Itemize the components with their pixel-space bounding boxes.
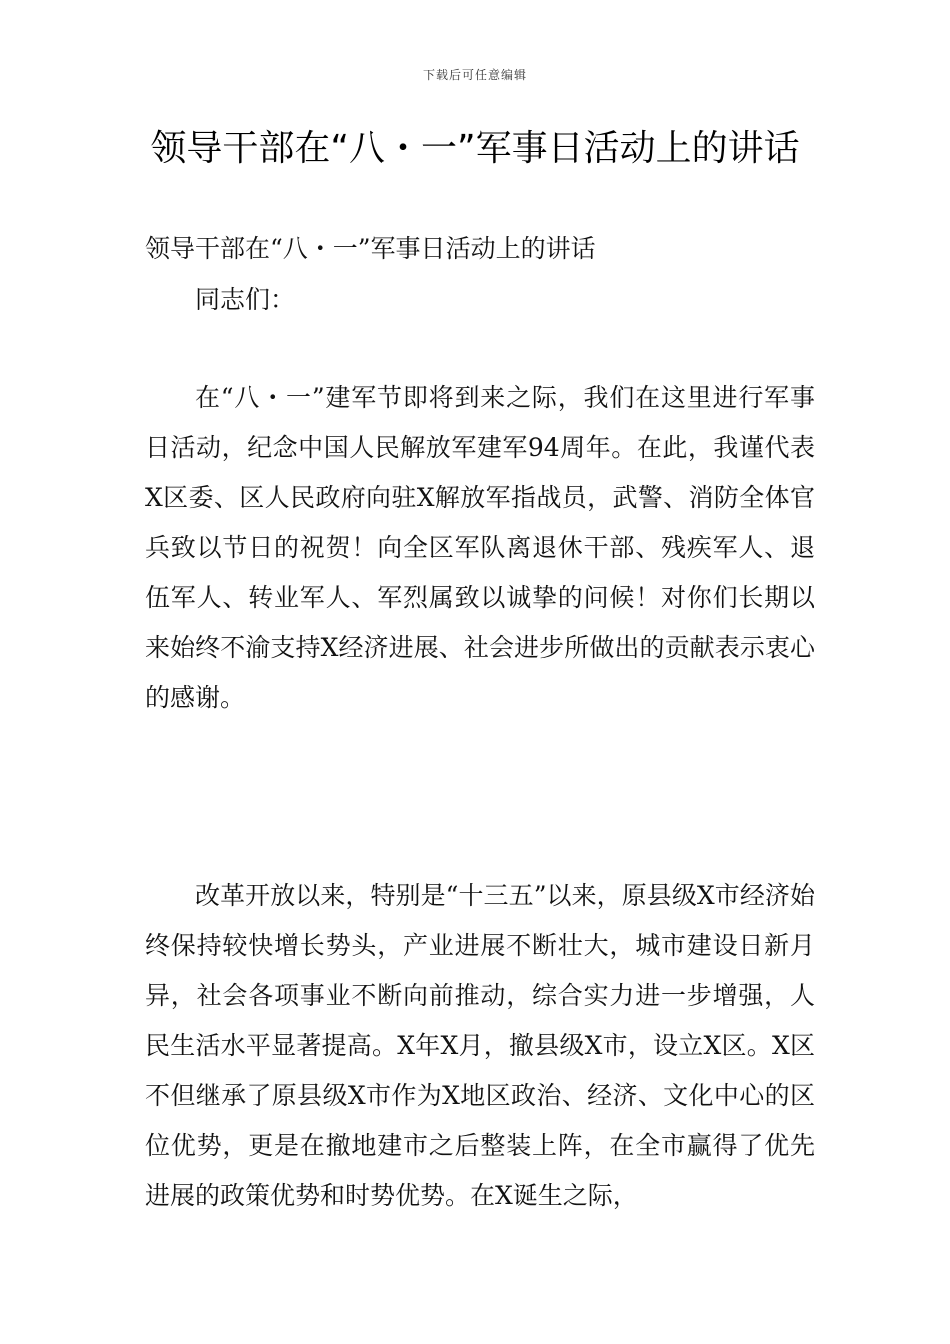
salutation: 同志们： [195,285,296,314]
document-subtitle: 领导干部在“八・一”军事日活动上的讲话 [145,234,596,263]
document-title: 领导干部在“八・一”军事日活动上的讲话 [150,128,800,169]
paragraph-1: 在“八・一”建军节即将到来之际，我们在这里进行军事日活动，纪念中国人民解放军建军94周年。在此，我谨代表X区委、区人民政府向驻X解放军指战员，武警、消防全体官兵致以节日的祝贺！向全区军队离退休干部、残疾军人、退伍军人、转业军人、军烈属致以诚挚的问候！对你们长期以来始终不渝支持X经济进展、社会进步所做出的贡献表示衷心的感谢。 [145,383,815,712]
paragraph-2: 改革开放以来，特别是“十三五”以来，原县级X市经济始终保持较快增长势头，产业进展不断壮大，城市建设日新月异，社会各项事业不断向前推动，综合实力进一步增强，人民生活水平显著提高。X年X月，撤县级X市，设立X区。X区不但继承了原县级X市作为X地区政治、经济、文化中心的区位优势，更是在撤地建市之后整装上阵，在全市赢得了优先进展的政策优势和时势优势。在X诞生之际， [145,881,815,1210]
header-note: 下载后可任意编辑 [422,68,527,82]
